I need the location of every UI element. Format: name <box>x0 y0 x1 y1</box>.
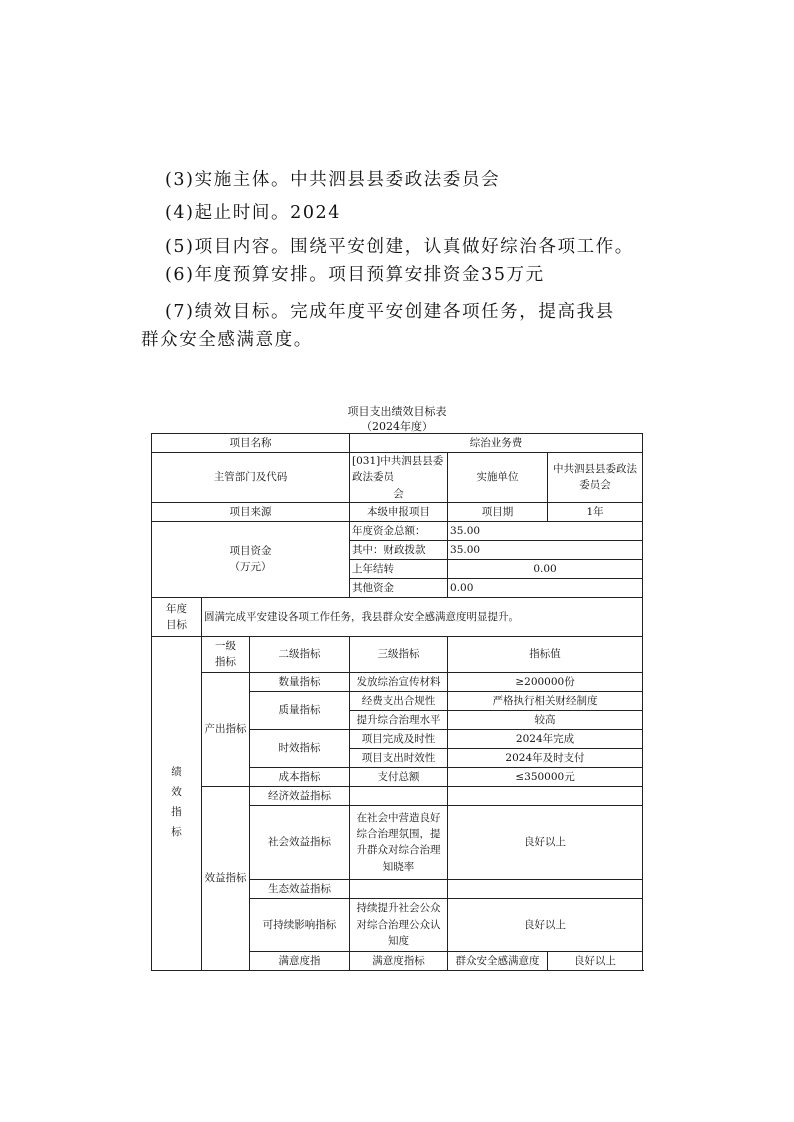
output-indicator: 产出指标 <box>202 672 250 786</box>
sustainable-indicator: 可持续影响指标 <box>250 898 350 951</box>
header-lvl2: 二级指标 <box>250 636 350 672</box>
table-row <box>152 786 643 805</box>
table-row <box>152 597 643 636</box>
impl-line: 中共泗县县委政法 <box>553 463 638 476</box>
satisfaction-lvl1: 满意度指 <box>250 951 350 970</box>
name-line: 综合治理氛围，提 <box>356 828 441 841</box>
annual-label-line: 目标 <box>166 618 187 631</box>
funds-total-value: 35.00 <box>448 521 643 540</box>
header-line: 指标 <box>215 656 236 669</box>
paragraph-goal: (7)绩效目标。完成年度平安创建各项任务，提高我县 <box>165 302 615 322</box>
name-line: 知晓率 <box>382 860 415 873</box>
table-row <box>152 502 643 521</box>
dept-line: 会 <box>393 487 404 500</box>
source-label: 项目来源 <box>152 502 350 521</box>
name-line: 持续提升社会公众 <box>356 902 441 915</box>
perf-char: 绩 <box>171 766 182 779</box>
name-line: 知度 <box>388 934 410 947</box>
impl-label: 实施单位 <box>448 453 548 503</box>
table-title: 项目支出绩效目标表 <box>347 405 447 418</box>
quantity-indicator: 数量指标 <box>250 672 350 691</box>
quality-indicator: 质量指标 <box>250 691 350 729</box>
funds-other-value: 0.00 <box>448 578 643 597</box>
period-label: 项目期 <box>448 502 548 521</box>
indicator-value: 2024年及时支付 <box>448 748 643 767</box>
indicator-value <box>448 786 643 805</box>
dept-value <box>350 453 448 503</box>
annual-goal-label <box>152 597 202 636</box>
header-lvl1 <box>202 636 250 672</box>
indicator-value: 严格执行相关财经制度 <box>448 691 643 710</box>
indicator-value: ≤350000元 <box>448 767 643 786</box>
funds-carry-label: 上年结转 <box>350 559 448 578</box>
paragraph-content: (5)项目内容。围绕平安创建，认真做好综治各项工作。 <box>165 237 634 257</box>
indicator-name <box>350 879 448 898</box>
benefit-indicator: 效益指标 <box>202 786 250 970</box>
impl-value <box>548 453 643 503</box>
dept-line: [031]中共泗县县委政法委员 <box>352 455 444 484</box>
table-row <box>152 521 643 540</box>
header-value: 指标值 <box>448 636 643 672</box>
funds-carry-value: 0.00 <box>448 559 643 578</box>
indicator-name: 项目完成及时性 <box>350 729 448 748</box>
project-name-value: 综治业务费 <box>350 434 643 453</box>
indicator-value <box>448 879 643 898</box>
funds-fiscal-value: 35.00 <box>448 540 643 559</box>
project-name-label: 项目名称 <box>152 434 350 453</box>
table-row <box>152 434 643 453</box>
indicator-value: 良好以上 <box>548 951 643 970</box>
indicator-name: 支付总额 <box>350 767 448 786</box>
dept-label: 主管部门及代码 <box>152 453 350 503</box>
indicator-value: 良好以上 <box>448 805 643 879</box>
name-line: 升群众对综合治理 <box>356 844 441 857</box>
indicator-value: 2024年完成 <box>448 729 643 748</box>
funds-fiscal-label: 其中：财政拨款 <box>350 540 448 559</box>
perf-char: 标 <box>171 826 182 839</box>
perf-char: 效 <box>171 786 182 799</box>
funds-total-label: 年度资金总额： <box>350 521 448 540</box>
indicator-name <box>350 805 448 879</box>
perf-section-label <box>152 636 202 970</box>
indicator-name <box>350 786 448 805</box>
indicator-name: 项目支出时效性 <box>350 748 448 767</box>
table-row <box>152 636 643 672</box>
table-subtitle: （2024年度） <box>361 420 433 433</box>
indicator-value: 较高 <box>448 710 643 729</box>
ecological-indicator: 生态效益指标 <box>250 879 350 898</box>
header-line: 一级 <box>215 640 236 653</box>
period-value: 1年 <box>548 502 643 521</box>
annual-label-line: 年度 <box>166 602 187 615</box>
paragraph-implementer: (3)实施主体。中共泗县县委政法委员会 <box>165 170 501 190</box>
cost-indicator: 成本指标 <box>250 767 350 786</box>
indicator-name: 群众安全感满意度 <box>448 951 548 970</box>
indicator-name: 经费支出合规性 <box>350 691 448 710</box>
funds-label <box>152 521 350 597</box>
paragraph-goal-cont: 群众安全感满意度。 <box>141 330 313 350</box>
social-indicator: 社会效益指标 <box>250 805 350 879</box>
annual-goal-text: 圆满完成平安建设各项工作任务，我县群众安全感满意度明显提升。 <box>202 597 643 636</box>
economic-indicator: 经济效益指标 <box>250 786 350 805</box>
source-value: 本级申报项目 <box>350 502 448 521</box>
paragraph-period: (4)起止时间。2024 <box>165 203 342 223</box>
impl-line: 委员会 <box>579 479 611 492</box>
timeliness-indicator: 时效指标 <box>250 729 350 767</box>
indicator-name <box>350 898 448 951</box>
indicator-value: 良好以上 <box>448 898 643 951</box>
performance-table <box>151 433 643 971</box>
name-line: 在社会中营造良好 <box>356 811 441 824</box>
funds-other-label: 其他资金 <box>350 578 448 597</box>
funds-label-line: （万元） <box>229 561 272 574</box>
table-row <box>152 672 643 691</box>
perf-char: 指 <box>171 806 182 819</box>
table-row <box>152 453 643 503</box>
paragraph-budget: (6)年度预算安排。项目预算安排资金35万元 <box>165 265 545 285</box>
indicator-name: 提升综合治理水平 <box>350 710 448 729</box>
indicator-name: 发放综治宣传材料 <box>350 672 448 691</box>
satisfaction-lvl2: 满意度指标 <box>350 951 448 970</box>
name-line: 对综合治理公众认 <box>356 918 441 931</box>
funds-label-line: 项目资金 <box>229 545 272 558</box>
indicator-value: ≥200000份 <box>448 672 643 691</box>
header-lvl3: 三级指标 <box>350 636 448 672</box>
